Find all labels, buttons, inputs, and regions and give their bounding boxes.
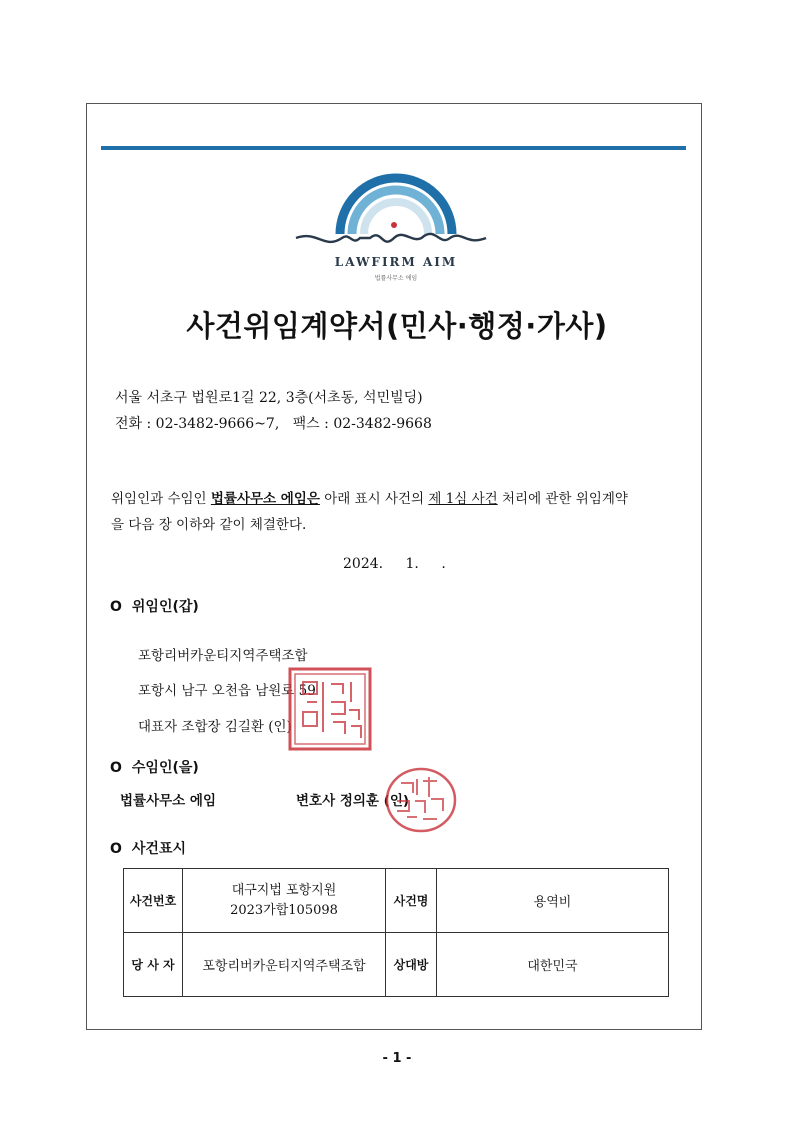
intro-text-c: 처리에 관한 위임계약 — [497, 491, 628, 507]
case-heading-text: 사건표시 — [131, 841, 187, 857]
intro-text-a: 위임인과 수임인 — [111, 491, 211, 507]
case-name: 용역비 — [437, 869, 669, 933]
intro-text-b: 아래 표시 사건의 — [319, 491, 429, 507]
delegatee-lawyer: 변호사 정의훈 (인) — [296, 793, 410, 809]
page-title: 사건위임계약서(민사·행정·가사) — [186, 309, 608, 343]
firm-address: 서울 서초구 법원로1길 22, 3층(서초동, 석민빌딩) — [115, 390, 423, 406]
case-stage: 제 1심 사건 — [428, 491, 498, 507]
delegator-address: 포항시 남구 오천읍 남원로 59 — [138, 683, 316, 699]
delegator-rep: 대표자 조합장 김길환 (인) — [138, 719, 292, 735]
table-row — [124, 933, 669, 997]
bullet-icon: O — [110, 841, 122, 857]
delegatee-firm: 법률사무소 에임 — [120, 793, 216, 809]
contract-date: 2024. 1. . — [343, 556, 446, 572]
intro-line-1 — [111, 487, 628, 507]
delegator-heading — [110, 596, 199, 616]
delegatee-heading — [110, 757, 199, 777]
case-table — [123, 868, 669, 997]
page-number: - 1 - — [382, 1051, 412, 1066]
phone-number: 02-3482-9666~7, — [155, 416, 280, 432]
case-number: 2023가합105098 — [230, 902, 338, 918]
fax-number: 02-3482-9668 — [333, 416, 432, 432]
case-number-cell — [183, 869, 386, 933]
arc-logo-icon — [290, 172, 502, 254]
delegator-heading-text: 위임인(갑) — [131, 599, 199, 615]
firm-name: 법률사무소 에임은 — [210, 491, 320, 507]
logo-subtitle: 법률사무소 에임 — [374, 275, 418, 282]
intro-line-2: 을 다음 장 이하와 같이 체결한다. — [111, 517, 307, 533]
logo-name: LAWFIRM AIM — [334, 255, 458, 269]
fax-label: 팩스 : — [292, 416, 334, 432]
opponent-name: 대한민국 — [437, 933, 669, 997]
square-seal-icon — [287, 666, 373, 752]
firm-logo — [290, 172, 502, 292]
table-row — [124, 869, 669, 933]
party-name: 포항리버카운티지역주택조합 — [183, 933, 386, 997]
delegatee-heading-text: 수임인(을) — [131, 760, 199, 776]
court-name: 대구지법 포항지원 — [231, 882, 337, 898]
party-label: 당 사 자 — [124, 933, 183, 997]
delegator-name: 포항리버카운티지역주택조합 — [138, 648, 308, 664]
case-name-label: 사건명 — [386, 869, 437, 933]
bullet-icon: O — [110, 599, 122, 615]
phone-label: 전화 : — [115, 416, 156, 432]
header-rule — [101, 146, 686, 150]
case-heading — [110, 838, 186, 858]
round-seal-icon — [383, 765, 459, 835]
bullet-icon: O — [110, 760, 122, 776]
firm-contact — [115, 413, 432, 433]
case-no-label: 사건번호 — [124, 869, 183, 933]
opponent-label: 상대방 — [386, 933, 437, 997]
